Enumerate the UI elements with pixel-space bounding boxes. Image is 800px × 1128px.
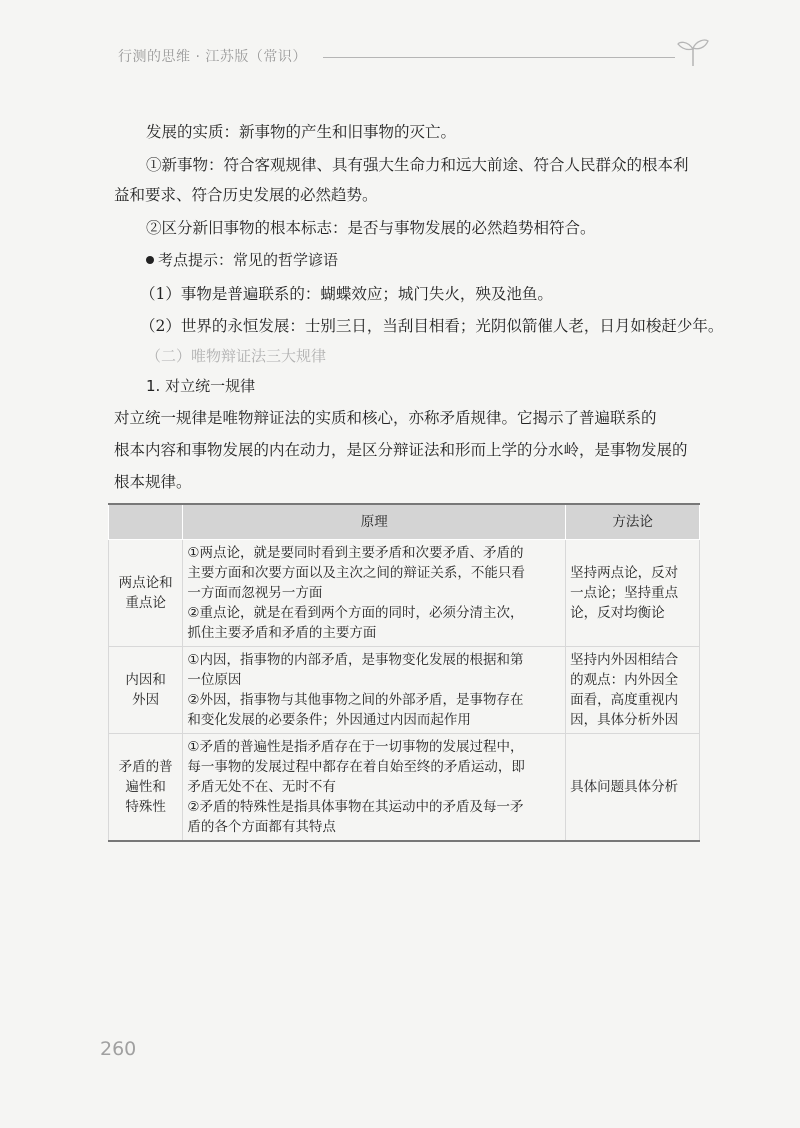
method-line: 坚持内外因相结合 (570, 652, 679, 668)
principle-line: ①矛盾的普遍性是指矛盾存在于一切事物的发展过程中， (187, 739, 524, 755)
header-title: 行测的思维 · 江苏版（常识） (118, 49, 307, 65)
method-line: 论，反对均衡论 (570, 605, 665, 621)
running-header (118, 44, 718, 74)
topic-line: 特殊性 (125, 799, 166, 815)
header-cell-principle: 原理 (183, 504, 566, 540)
principle-line: 一方面而忽视另一方面 (187, 585, 323, 601)
table-row (109, 647, 700, 734)
new-thing-line-2: 益和要求、符合历史发展的必然趋势。 (114, 186, 378, 204)
paragraph-line-1: 对立统一规律是唯物辩证法的实质和核心，亦称矛盾规律。它揭示了普遍联系的 (114, 409, 657, 427)
principle-line: 主要方面和次要方面以及主次之间的辩证关系，不能只看 (187, 565, 525, 581)
principle-line: ②外因，指事物与其他事物之间的外部矛盾，是事物存在 (187, 692, 524, 708)
paragraph-line-3: 根本规律。 (114, 473, 192, 491)
table-header-row (109, 504, 700, 540)
method-line: 面看，高度重视内 (570, 692, 679, 708)
dialectics-table (108, 503, 700, 842)
principle-line: 一位原因 (187, 672, 242, 688)
paragraph-line-2: 根本内容和事物发展的内在动力，是区分辩证法和形而上学的分水岭，是事物发展的 (114, 441, 688, 459)
method-cell (566, 647, 700, 734)
topic-line: 外因 (132, 692, 160, 708)
method-line: 一点论；坚持重点 (570, 585, 679, 601)
principle-line: 矛盾无处不在、无时不有 (187, 779, 336, 795)
principle-line: 和变化发展的必要条件；外因通过内因而起作用 (187, 712, 471, 728)
principle-line: 抓住主要矛盾和矛盾的主要方面 (187, 625, 377, 641)
principle-line: ②矛盾的特殊性是指具体事物在其运动中的矛盾及每一矛 (187, 799, 524, 815)
principle-line: ①两点论，就是要同时看到主要矛盾和次要矛盾、矛盾的 (187, 545, 524, 561)
topic-line: 两点论和 (118, 575, 173, 591)
proverb-1: （1）事物是普遍联系的：蝴蝶效应；城门失火，殃及池鱼。 (140, 285, 553, 303)
method-cell (566, 540, 700, 647)
essence-text: 发展的实质：新事物的产生和旧事物的灭亡。 (146, 123, 457, 141)
exam-hint-label: 考点提示：常见的哲学谚语 (158, 251, 339, 269)
topic-cell (109, 647, 183, 734)
topic-line: 遍性和 (125, 779, 166, 795)
topic-line: 内因和 (125, 672, 166, 688)
principle-cell (183, 647, 566, 734)
proverb-2: （2）世界的永恒发展：士别三日，当刮目相看；光阴似箭催人老，日月如梭赶少年。 (140, 317, 724, 335)
principle-line: ②重点论，就是在看到两个方面的同时，必须分清主次， (187, 605, 524, 621)
new-thing-line-1: ①新事物：符合客观规律、具有强大生命力和远大前途、符合人民群众的根本利 (146, 156, 689, 174)
exam-hint (146, 249, 716, 270)
topic-cell (109, 540, 183, 647)
section-heading: （二）唯物辩证法三大规律 (146, 347, 327, 365)
bullet-icon (146, 256, 154, 264)
distinguish-text: ②区分新旧事物的根本标志：是否与事物发展的必然趋势相符合。 (146, 219, 596, 237)
table-row (109, 540, 700, 647)
method-line: 具体问题具体分析 (570, 779, 679, 795)
topic-line: 重点论 (125, 595, 166, 611)
topic-cell (109, 734, 183, 842)
header-cell-method: 方法论 (566, 504, 700, 540)
method-line: 坚持两点论，反对 (570, 565, 679, 581)
method-line: 因，具体分析外因 (570, 712, 679, 728)
principle-line: 盾的各个方面都有其特点 (187, 819, 336, 835)
method-cell (566, 734, 700, 842)
header-rule (323, 57, 675, 58)
principle-cell (183, 734, 566, 842)
principle-cell (183, 540, 566, 647)
subsection-heading: 1. 对立统一规律 (146, 377, 256, 395)
principle-line: ①内因，指事物的内部矛盾，是事物变化发展的根据和第 (187, 652, 524, 668)
page-number: 260 (100, 1038, 137, 1060)
method-line: 的观点：内外因全 (570, 672, 679, 688)
sprout-icon (675, 36, 711, 68)
topic-line: 矛盾的普 (118, 759, 173, 775)
principle-line: 每一事物的发展过程中都存在着自始至终的矛盾运动，即 (187, 759, 525, 775)
header-cell-topic (109, 504, 183, 540)
table-row (109, 734, 700, 842)
